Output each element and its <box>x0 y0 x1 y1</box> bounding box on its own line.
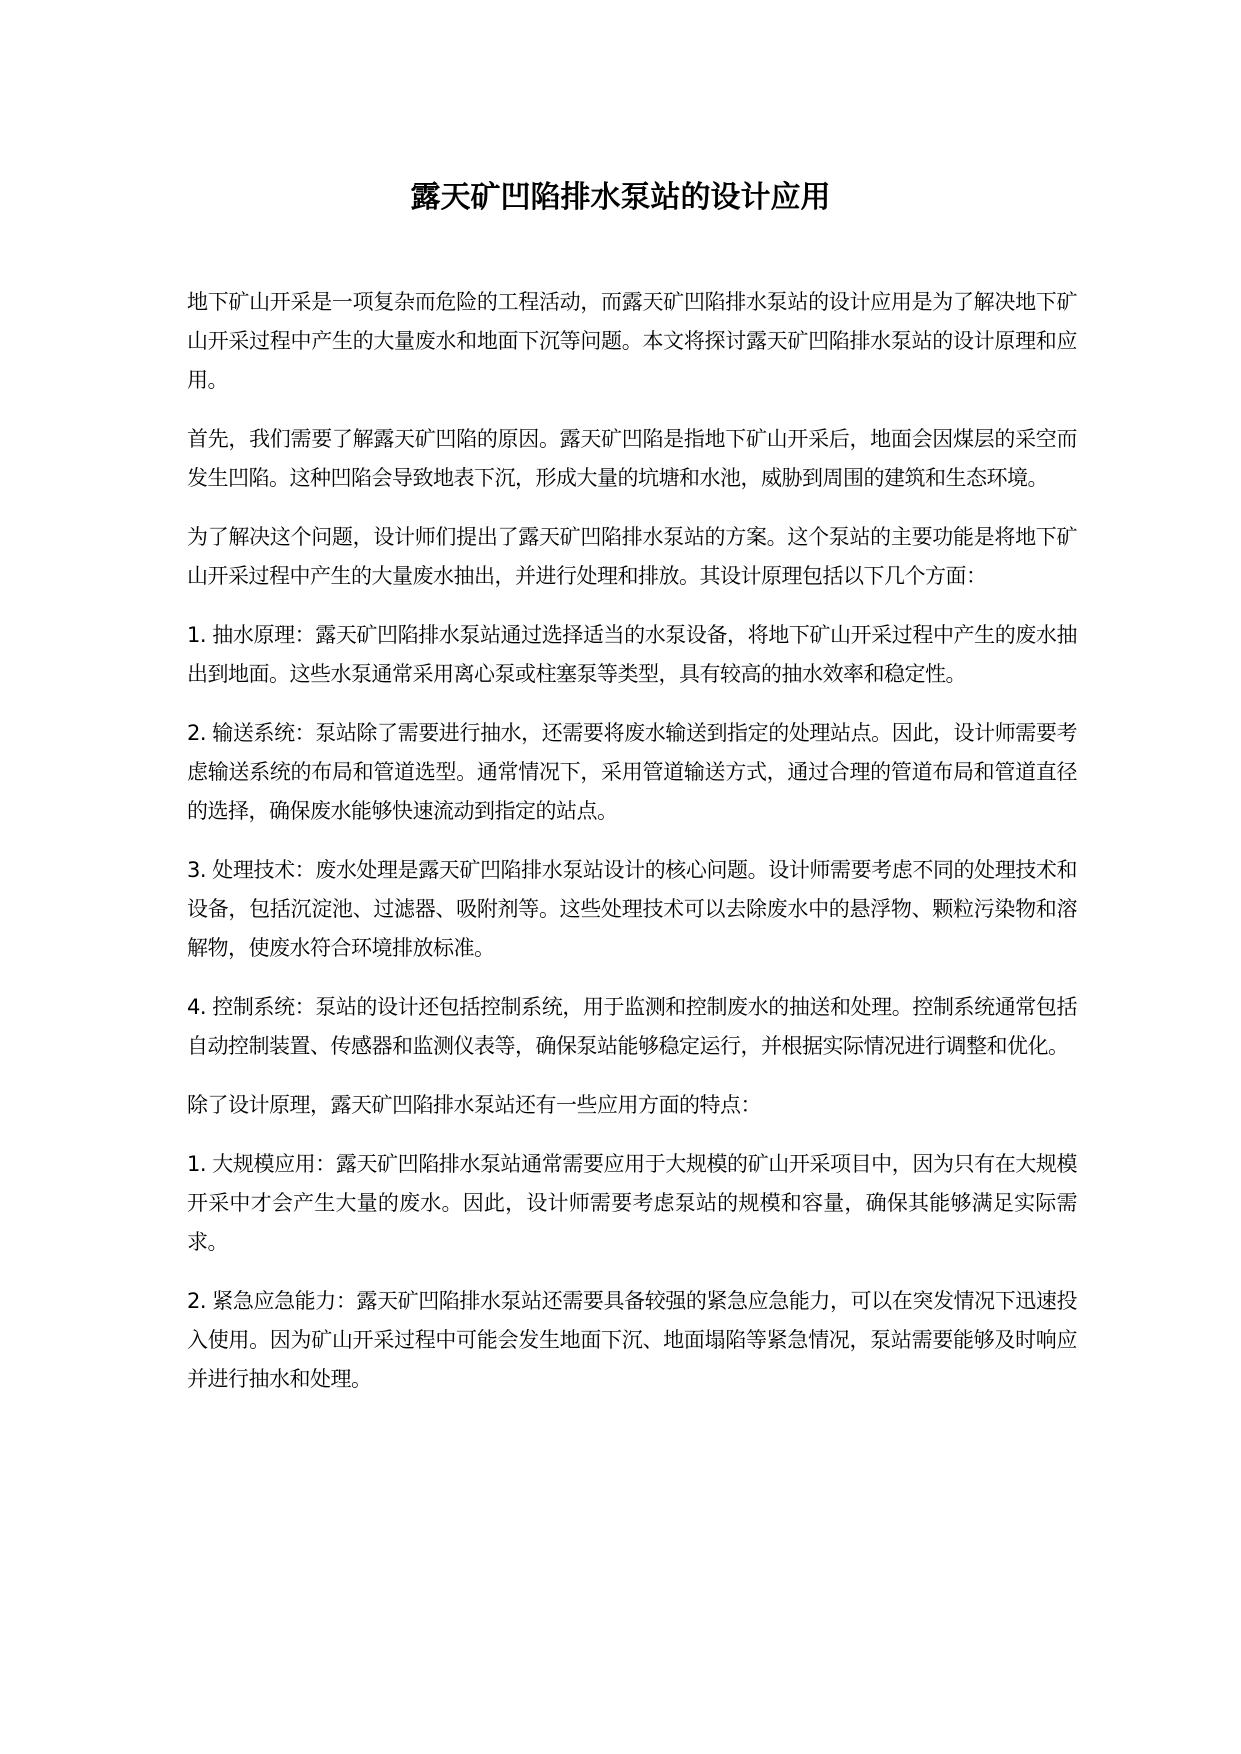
paragraph-principle-treatment: 3. 处理技术：废水处理是露天矿凹陷排水泵站设计的核心问题。设计师需要考虑不同的处理技术和设备，包括沉淀池、过滤器、吸附剂等。这些处理技术可以去除废水中的悬浮物、颗粒污染物和溶解物，使废水符合环境排放标准。 <box>187 858 1077 960</box>
paragraph-application-emergency: 2. 紧急应急能力：露天矿凹陷排水泵站还需要具备较强的紧急应急能力，可以在突发情况下迅速投入使用。因为矿山开采过程中可能会发生地面下沉、地面塌陷等紧急情况，泵站需要能够及时响应并进行抽水和处理。 <box>187 1289 1077 1391</box>
paragraph-solution: 为了解决这个问题，设计师们提出了露天矿凹陷排水泵站的方案。这个泵站的主要功能是将地下矿山开采过程中产生的大量废水抽出，并进行处理和排放。其设计原理包括以下几个方面： <box>187 525 1077 588</box>
paragraph-application-intro: 除了设计原理，露天矿凹陷排水泵站还有一些应用方面的特点： <box>187 1093 761 1117</box>
paragraph-cause: 首先，我们需要了解露天矿凹陷的原因。露天矿凹陷是指地下矿山开采后，地面会因煤层的采空而发生凹陷。这种凹陷会导致地表下沉，形成大量的坑塘和水池，威胁到周围的建筑和生态环境。 <box>187 427 1077 490</box>
document-title: 露天矿凹陷排水泵站的设计应用 <box>410 180 831 215</box>
paragraph-intro: 地下矿山开采是一项复杂而危险的工程活动，而露天矿凹陷排水泵站的设计应用是为了解决地下矿山开采过程中产生的大量废水和地面下沉等问题。本文将探讨露天矿凹陷排水泵站的设计原理和应用。 <box>187 290 1077 392</box>
document-body <box>187 283 1077 1419</box>
paragraph-principle-control: 4. 控制系统：泵站的设计还包括控制系统，用于监测和控制废水的抽送和处理。控制系统通常包括自动控制装置、传感器和监测仪表等，确保泵站能够稳定运行，并根据实际情况进行调整和优化。 <box>187 995 1077 1058</box>
paragraph-principle-pumping: 1. 抽水原理：露天矿凹陷排水泵站通过选择适当的水泵设备，将地下矿山开采过程中产生的废水抽出到地面。这些水泵通常采用离心泵或柱塞泵等类型，具有较高的抽水效率和稳定性。 <box>187 623 1077 686</box>
paragraph-principle-conveying: 2. 输送系统：泵站除了需要进行抽水，还需要将废水输送到指定的处理站点。因此，设计师需要考虑输送系统的布局和管道选型。通常情况下，采用管道输送方式，通过合理的管道布局和管道直径的选择，确保废水能够快速流动到指定的站点。 <box>187 721 1077 823</box>
paragraph-application-scale: 1. 大规模应用：露天矿凹陷排水泵站通常需要应用于大规模的矿山开采项目中，因为只有在大规模开采中才会产生大量的废水。因此，设计师需要考虑泵站的规模和容量，确保其能够满足实际需求。 <box>187 1152 1077 1254</box>
